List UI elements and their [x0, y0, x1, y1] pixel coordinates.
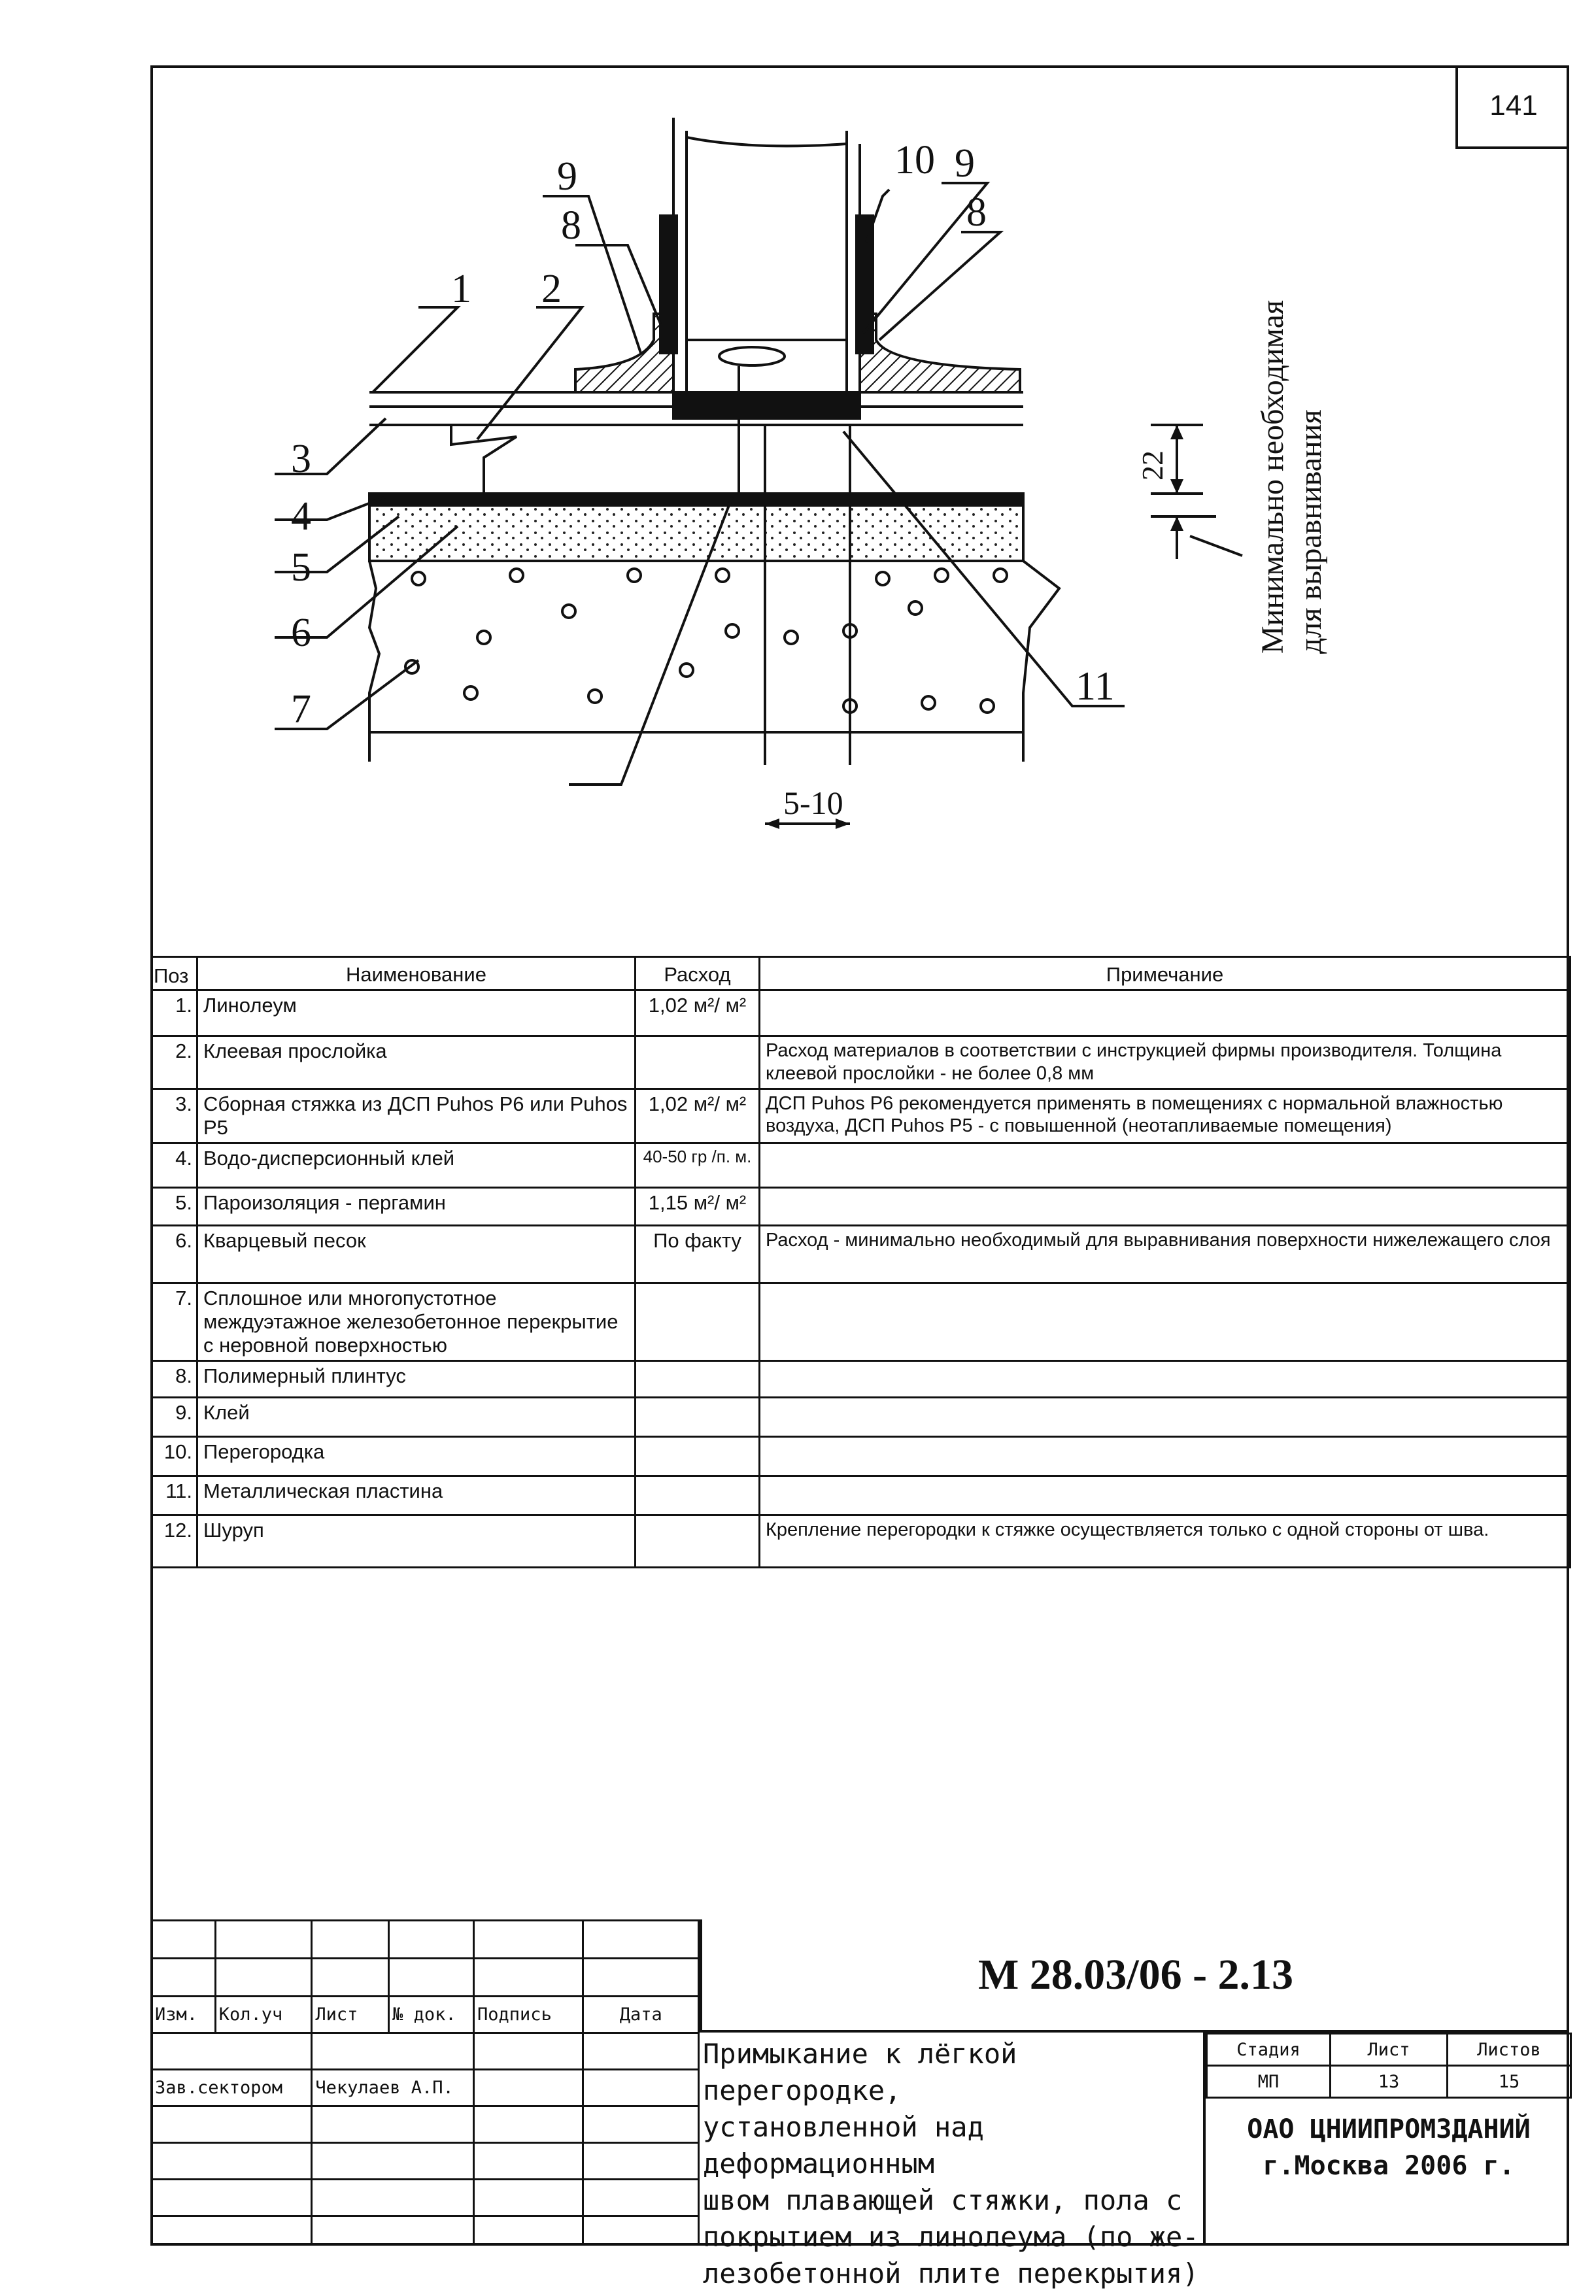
sheet-description: Примыкание к лёгкой перегородке, установленной над деформационным швом плавающей стяжки, пола с покрытием из линолеума (по же- лезобетонной плите перекрытия) — [703, 2038, 1199, 2289]
side-note: Минимально необходимая для выравнивания — [1255, 300, 1328, 654]
table-row: 6. Кварцевый песок По факту Расход - минимально необходимый для выравнивания поверхности нижележащего слоя — [152, 1225, 1571, 1283]
table-row: 9. Клей — [152, 1397, 1571, 1436]
hdr-qty: Расход — [636, 957, 760, 990]
document-code: М 28.03/06 - 2.13 — [700, 1919, 1569, 2033]
person: Чекулаев А.П. — [312, 2070, 474, 2106]
spec-header — [152, 957, 1571, 990]
table-row: 12. Шуруп Крепление перегородки к стяжке осуществляется только с одной стороны от шва. — [152, 1515, 1571, 1567]
sheet-number: 141 — [1455, 65, 1569, 149]
label-2: 2 — [541, 267, 562, 311]
hdr-pos: Поз — [152, 957, 197, 990]
section-drawing — [0, 0, 1596, 954]
table-row: 2. Клеевая прослойка Расход материалов в соответствии с инструкцией фирмы производителя. Толщина клеевой прослойки - не более 0,8 мм — [152, 1036, 1571, 1089]
organization: ОАО ЦНИИПРОМЗДАНИЙ г.Москва 2006 г. — [1247, 2114, 1531, 2181]
label-8a: 8 — [561, 203, 581, 248]
label-1: 1 — [451, 267, 471, 311]
table-row: 8. Полимерный плинтус — [152, 1360, 1571, 1397]
spec-table — [150, 956, 1571, 1568]
hdr-note: Примечание — [760, 957, 1571, 990]
stage-value: МП — [1207, 2066, 1331, 2098]
stage-label: Стадия — [1207, 2034, 1331, 2066]
role: Зав.сектором — [152, 2070, 312, 2106]
label-4: 4 — [291, 494, 311, 539]
sheet-value: 13 — [1331, 2066, 1448, 2098]
stage-table — [1206, 2033, 1572, 2099]
revision-header: Изм. Кол.уч Лист № док. Подпись Дата — [152, 1997, 699, 2033]
label-11: 11 — [1076, 664, 1115, 709]
label-5: 5 — [291, 545, 311, 590]
sheets-label: Листов — [1447, 2034, 1571, 2066]
label-9b: 9 — [955, 141, 975, 186]
table-row: 3. Сборная стяжка из ДСП Puhos P6 или Puhos P5 1,02 м²/ м² ДСП Puhos P6 рекомендуется применять в помещениях с нормальной влажностью воздуха, ДСП Puhos P5 - с повышенной (неотапливаемые помещения) — [152, 1089, 1571, 1143]
hdr-name: Наименование — [197, 957, 636, 990]
label-7: 7 — [291, 687, 311, 732]
signature-row — [152, 2070, 699, 2106]
sheets-value: 15 — [1447, 2066, 1571, 2098]
table-row: 7. Сплошное или многопустотное междуэтажное железобетонное перекрытие с неровной поверхностью — [152, 1283, 1571, 1360]
table-row: 1. Линолеум 1,02 м²/ м² — [152, 990, 1571, 1036]
table-row: 10. Перегородка — [152, 1436, 1571, 1476]
title-block — [150, 1919, 1569, 2289]
revision-grid — [150, 1919, 700, 2245]
label-3: 3 — [291, 437, 311, 481]
table-row: 11. Металлическая пластина — [152, 1476, 1571, 1515]
dim-5-10: 5-10 — [783, 785, 843, 821]
stage-block — [1203, 2033, 1569, 2246]
label-8b: 8 — [966, 190, 987, 235]
label-9a: 9 — [557, 154, 577, 199]
sheet-label: Лист — [1331, 2034, 1448, 2066]
dim-22: 22 — [1136, 450, 1169, 481]
label-6: 6 — [291, 611, 311, 655]
table-row: 4. Водо-дисперсионный клей 40-50 гр /п. м. — [152, 1143, 1571, 1187]
table-row: 5. Пароизоляция - пергамин 1,15 м²/ м² — [152, 1187, 1571, 1225]
label-10: 10 — [894, 138, 935, 182]
